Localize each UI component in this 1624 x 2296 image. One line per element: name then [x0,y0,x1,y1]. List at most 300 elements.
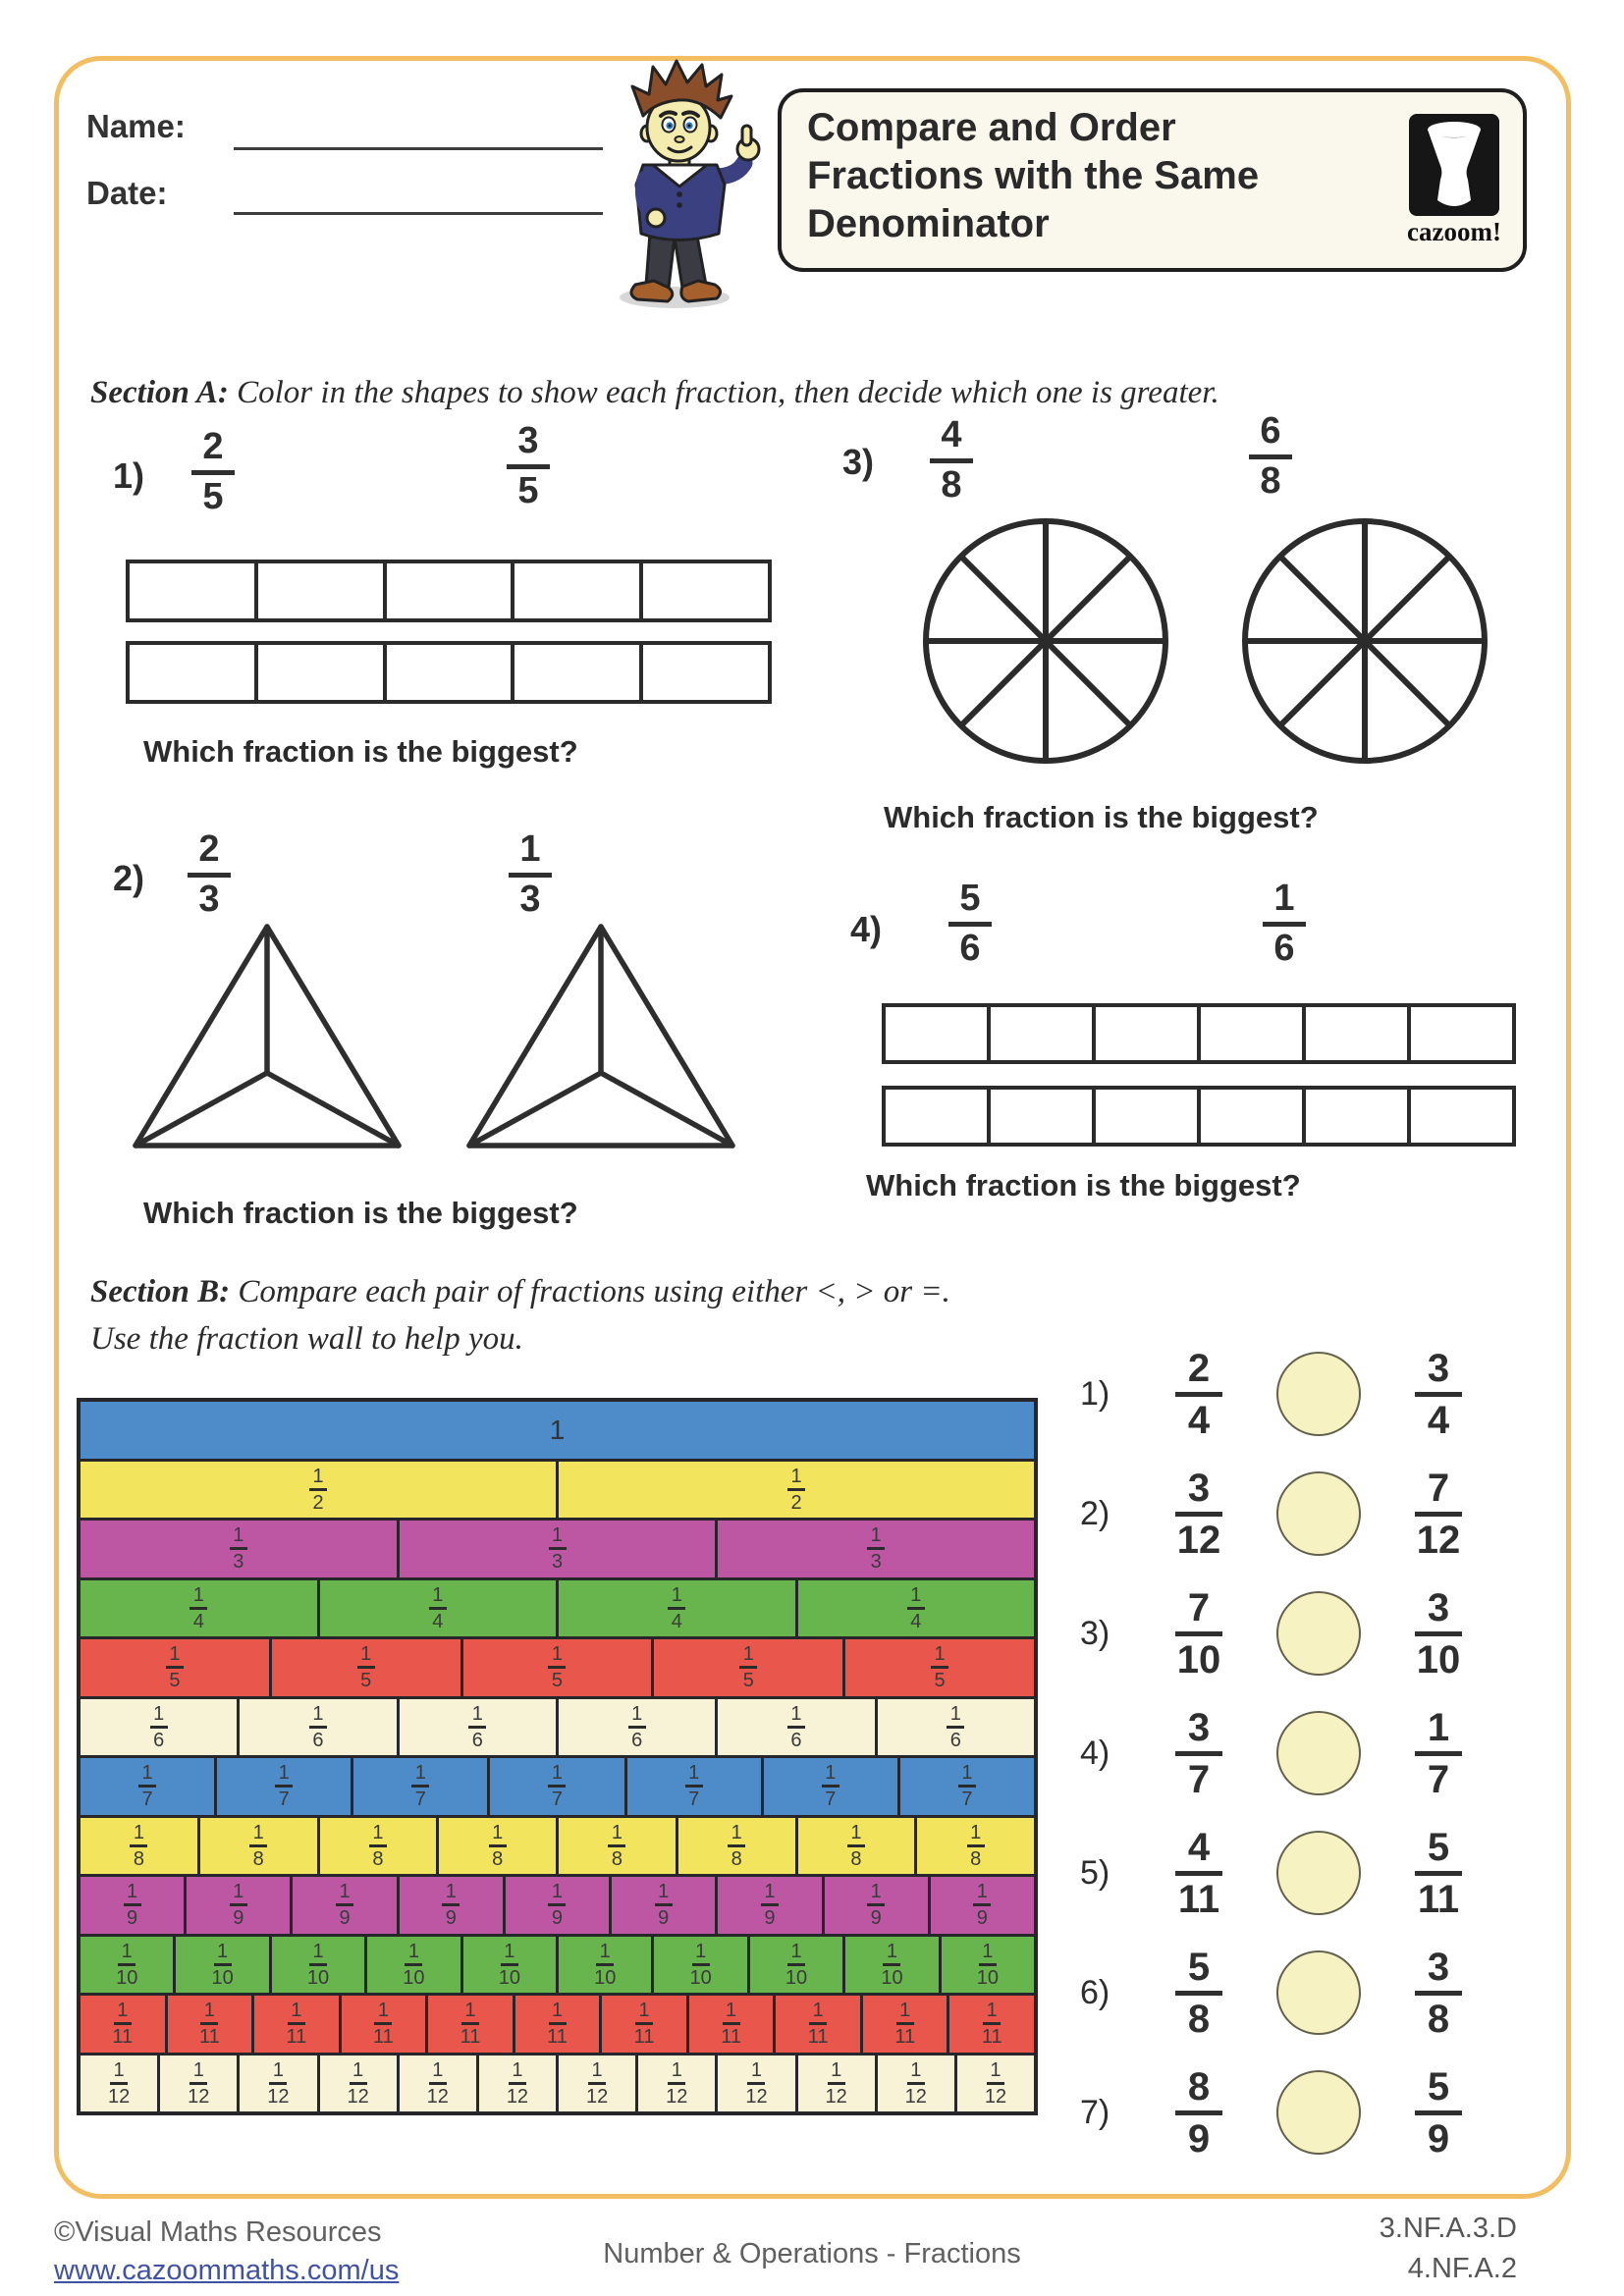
problem-label: 1) [1080,1374,1110,1413]
fraction-bar [958,1785,976,1788]
fraction [948,880,992,969]
wall-fraction [586,2060,608,2107]
wall-fraction [130,1823,147,1869]
answer-circle[interactable] [1276,1471,1361,1556]
fraction-bar [461,2022,479,2025]
wall-fraction [826,2060,847,2107]
numerator: 1 [360,1643,372,1666]
fraction-wall-cell [187,1877,293,1934]
numerator: 3 [517,420,539,461]
fraction-bar [973,1903,991,1906]
fraction-bar [1415,1512,1462,1517]
wall-fraction [787,1467,805,1513]
wall-fraction [307,1942,329,1988]
fraction-bar-cell[interactable] [1201,1007,1306,1060]
fraction-bar [987,2082,1004,2085]
numerator: 1 [812,2000,824,2022]
denominator: 9 [764,1907,776,1930]
numerator: 1 [121,1940,133,1962]
comparison-problem-row [1080,1340,1524,1448]
numerator: 1 [377,2000,389,2022]
fraction-bar-cell[interactable] [1306,1007,1411,1060]
denominator: 3 [551,1551,564,1574]
denominator: 4 [192,1610,204,1632]
wall-fraction [427,2060,449,2107]
cazoom-logo-text: cazoom! [1407,217,1501,246]
fraction-wall-cell [776,1996,863,2053]
fraction-bar [1415,1631,1462,1636]
section-a-label: Section A: [90,375,229,410]
fraction-wall-row [81,1402,1034,1459]
fraction-bar-cell[interactable] [886,1007,991,1060]
answer-circle[interactable] [1276,1831,1361,1915]
fraction [1175,1587,1222,1681]
fraction [1175,1707,1222,1800]
numerator: 1 [352,2058,364,2081]
fraction-bar [374,2022,392,2025]
denominator: 7 [414,1789,426,1811]
wall-fraction [728,1823,745,1869]
fraction-bar-cell[interactable] [991,1007,1096,1060]
denominator: 10 [306,1966,330,1989]
fraction-wall-row [81,1577,1034,1637]
fraction-bar [336,1903,353,1906]
cazoom-logo-icon [1409,114,1499,216]
problem-label: 2) [113,858,145,898]
denominator: 5 [517,469,539,511]
numerator: 1 [339,1881,351,1903]
numerator: 1 [831,2058,842,2081]
fraction-bar [429,1607,447,1610]
numerator: 1 [764,1881,776,1903]
fraction-wall-cell [559,1580,798,1637]
fraction-wall-cell [367,1937,462,1994]
fraction-wall-cell [878,1699,1034,1756]
website-link[interactable]: www.cazoommaths.com/us [54,2255,400,2287]
mascot-boy-illustration [584,55,781,312]
fraction [1415,1707,1462,1800]
numerator: 1 [519,828,541,870]
fraction [1415,1827,1462,1920]
comparison-problem-row [1080,1699,1524,1807]
fraction-bar [931,1666,948,1669]
fraction-wall-cell [342,1996,429,2053]
comparison-problem-row [1080,1460,1524,1568]
numerator: 5 [1427,1825,1450,1869]
wall-fraction [309,1704,327,1750]
denominator: 11 [721,2026,741,2049]
denominator: 6 [312,1729,324,1751]
denominator: 5 [742,1670,754,1692]
wall-fraction [958,1763,976,1809]
denominator: 5 [551,1670,564,1692]
problem-label: 1) [113,455,145,496]
wall-fraction [230,1525,247,1572]
wall-fraction [166,1644,184,1690]
wall-fraction [507,2060,528,2107]
name-line[interactable] [234,147,603,150]
fraction-bar-cell[interactable] [886,1090,991,1143]
fraction-wall-cell [320,1818,440,1875]
denominator: 11 [981,2026,1002,2049]
denominator: 5 [934,1670,946,1692]
denominator: 11 [1417,1877,1460,1921]
numerator: 1 [407,1940,419,1962]
fraction [191,428,235,517]
wall-fraction [411,1763,429,1809]
denominator: 12 [585,2085,609,2108]
fraction-wall-cell [931,1877,1034,1934]
fraction-wall-cell [917,1818,1034,1875]
fraction-bar [442,1903,460,1906]
fraction-bar [907,1607,925,1610]
standards-codes [1222,2209,1517,2288]
denominator: 12 [1176,1518,1221,1562]
fraction-wall-cell [353,1758,490,1815]
denominator: 11 [373,2026,394,2049]
denominator: 7 [551,1789,564,1811]
fraction-bar [787,1488,805,1491]
question-text: Which fraction is the biggest? [866,1168,1301,1202]
fraction-bar [1175,1392,1222,1397]
fraction-bar [1175,1751,1222,1756]
wall-fraction [785,1942,807,1988]
numerator: 8 [1187,2064,1211,2109]
fraction-wall-row [81,1993,1034,2053]
numerator: 1 [312,1702,324,1725]
fraction [188,830,231,920]
fraction-bar [867,1903,885,1906]
fraction-bar [847,1844,865,1847]
fraction-bar [1415,1751,1462,1756]
denominator: 9 [658,1907,670,1930]
numerator: 1 [1273,878,1295,919]
denominator: 3 [870,1551,882,1574]
fraction-wall-cell [949,1996,1034,2053]
fraction-wall-cell [689,1996,777,2053]
numerator: 1 [113,2058,125,2081]
denominator: 7 [141,1789,153,1811]
comparison-problem-row [1080,1579,1524,1687]
wall-fraction [655,1882,673,1928]
wall-fraction [267,2060,289,2107]
denominator: 6 [959,927,981,969]
numerator: 5 [1427,2064,1450,2109]
standard-code: 3.NF.A.3.D [1379,2213,1517,2244]
fraction-wall-cell [900,1758,1034,1815]
fraction-bar [509,873,552,878]
fraction-bar-diagram[interactable] [882,1003,1516,1064]
fraction-wall-cell [81,1521,400,1577]
numerator: 1 [372,1821,384,1843]
fraction-wall-cell [798,2056,878,2112]
fraction-bar [269,2082,287,2085]
numerator: 1 [870,1524,882,1547]
fraction-bar-cell[interactable] [258,645,387,700]
fraction-bar-cell[interactable] [643,563,768,618]
fraction-bar [189,1607,207,1610]
fraction-bar [1249,454,1292,459]
numerator: 1 [910,2058,922,2081]
wall-fraction [286,2001,306,2047]
fraction-bar [110,2082,128,2085]
fraction-bar [230,1903,247,1906]
fraction-wall-cell [798,1818,918,1875]
fraction-wall-cell [217,1758,353,1815]
numerator: 1 [886,1940,898,1962]
copyright-text: ©Visual Maths Resources [54,2216,382,2248]
fraction-bar [189,2082,207,2085]
question-text: Which fraction is the biggest? [143,1196,578,1230]
fraction [1415,1947,1462,2040]
numerator: 7 [1187,1585,1211,1629]
fraction-wall-cell [81,1937,176,1994]
comparison-problem-row [1080,2058,1524,2166]
wall-fraction [721,2001,741,2047]
fraction-bar-cell[interactable] [130,563,258,618]
fraction-bar [1263,922,1306,927]
denominator: 10 [976,1966,999,1989]
denominator: 9 [1427,2116,1450,2161]
denominator: 9 [1187,2116,1211,2161]
denominator: 8 [1260,459,1281,502]
fraction-bar-cell[interactable] [1201,1090,1306,1143]
fraction-bar [489,1844,507,1847]
fraction-wall-cell [463,1639,655,1696]
denominator: 10 [498,1966,520,1989]
fraction-bar [930,458,973,463]
fraction-bar [548,1666,566,1669]
fraction-bar-diagram[interactable] [126,560,772,622]
denominator: 10 [1416,1637,1461,1682]
fraction-bar [655,1903,673,1906]
answer-circle[interactable] [1276,2070,1361,2155]
fraction-bar [411,1785,429,1788]
fraction-wall-cell [400,1877,506,1934]
fraction-bar [723,2022,740,2025]
fraction-wall-cell [798,1580,1035,1637]
fraction-bar [275,1785,293,1788]
numerator: 1 [910,1583,922,1606]
fraction-bar [728,1844,745,1847]
numerator: 1 [742,1643,754,1666]
denominator: 12 [347,2085,369,2108]
comparison-problem-row [1080,1939,1524,2047]
problem-label: 5) [1080,1853,1110,1892]
numerator: 1 [169,1643,181,1666]
numerator: 4 [941,414,962,455]
fraction-wall-cell [479,2056,559,2112]
wall-fraction [668,1585,685,1631]
fraction-bar [668,1607,685,1610]
answer-circle[interactable] [1276,1591,1361,1676]
fraction-wall-cell [272,1639,463,1696]
fraction-bar-cell[interactable] [258,563,387,618]
denominator: 11 [112,2026,134,2049]
section-a-heading [90,375,1219,411]
wall-fraction [547,2001,568,2047]
numerator: 3 [1427,1346,1450,1390]
wall-fraction [429,1585,447,1631]
fraction-bar-cell[interactable] [643,645,768,700]
numerator: 1 [551,2000,564,2022]
numerator: 1 [192,2058,204,2081]
fraction-bar [596,1963,614,1966]
fraction-wall-cell [490,1758,626,1815]
answer-circle[interactable] [1276,1950,1361,2035]
problem-label: 6) [1080,1973,1110,2011]
fraction [1415,2066,1462,2160]
fraction-bar-diagram[interactable] [126,641,772,704]
wall-fraction [594,1942,616,1988]
numerator: 1 [233,1881,244,1903]
wall-fraction [442,1882,460,1928]
wall-fraction [230,1882,247,1928]
fraction-bar [188,873,231,878]
fraction-wall-cell [718,1877,824,1934]
fraction-bar [309,1726,327,1729]
numerator: 1 [432,2058,444,2081]
numerator: 1 [551,1524,564,1547]
wall-fraction [403,1942,424,1988]
fraction-wall-cell [957,2056,1034,2112]
date-line[interactable] [234,212,603,215]
fraction-wall-cell [825,1877,931,1934]
denominator: 8 [492,1847,504,1870]
denominator: 4 [910,1610,922,1632]
denominator: 11 [460,2026,481,2049]
fraction-wall-cell [81,1402,1034,1459]
numerator: 1 [133,1821,144,1843]
problem-label: 4) [1080,1734,1110,1772]
problem-label: 4) [850,909,883,949]
numerator: 1 [233,1524,244,1547]
section-b-instruction-line1: Compare each pair of fractions using either <, > or =. [238,1274,950,1309]
numerator: 1 [726,2000,737,2022]
fraction-bar-cell[interactable] [387,563,515,618]
problem-label: 7) [1080,2093,1110,2131]
wall-fraction [739,1644,757,1690]
fraction-wall-cell [863,1996,950,2053]
fraction-bar [1415,1871,1462,1876]
numerator: 3 [1427,1585,1450,1629]
denominator: 4 [671,1610,682,1632]
answer-circle[interactable] [1276,1711,1361,1795]
fraction-wall-cell [81,1462,559,1519]
numerator: 1 [970,1821,982,1843]
fraction-bar [230,1547,247,1550]
fraction [1263,880,1306,969]
numerator: 1 [671,2058,682,2081]
fraction-wall-cell [168,1996,255,2053]
fraction-bar-cell[interactable] [1096,1090,1201,1143]
fraction-wall-cell [81,1580,320,1637]
denominator: 8 [133,1847,144,1870]
denominator: 11 [286,2026,307,2049]
numerator: 1 [750,2058,763,2081]
denominator: 9 [233,1907,244,1930]
denominator: 9 [339,1907,351,1930]
fraction-bar-diagram[interactable] [882,1086,1516,1147]
numerator: 1 [599,1940,611,1962]
wall-fraction [116,1942,137,1988]
triangle-thirds-diagram[interactable] [128,921,746,1156]
wall-fraction [347,2060,368,2107]
name-label: Name: [86,108,186,144]
wall-fraction [309,1467,327,1513]
fraction [930,416,973,506]
denominator: 12 [188,2085,210,2108]
denominator: 10 [211,1966,234,1989]
fraction-bar [739,1666,757,1669]
numerator: 1 [982,1940,994,1962]
fraction-bar [138,1785,156,1788]
wall-fraction [548,1882,566,1928]
fraction-bar [668,2082,685,2085]
fraction-bar [166,1666,184,1669]
fraction-bar [1415,1991,1462,1996]
fraction-wall-row [81,1815,1034,1875]
wall-fraction [931,1644,948,1690]
problem-label: 3) [842,442,875,482]
numerator: 1 [631,1702,643,1725]
wall-fraction [499,1942,520,1988]
section-b-instruction-line2: Use the fraction wall to help you. [90,1321,523,1357]
wall-whole-label: 1 [549,1414,566,1445]
fraction-bar-cell[interactable] [1411,1090,1512,1143]
denominator: 10 [594,1966,617,1989]
fraction-wall-cell [272,1937,367,1994]
fraction-wall-cell [463,1937,559,1994]
numerator: 1 [492,1821,504,1843]
fraction-wall-cell [627,1758,764,1815]
fraction-wall-cell [81,1699,240,1756]
fraction-bar [1415,2110,1462,2115]
fraction-bar [1175,1871,1222,1876]
fraction-bar-cell[interactable] [514,645,643,700]
fraction [1249,412,1292,502]
denominator: 12 [506,2085,529,2108]
wall-fraction [548,1763,566,1809]
fraction-bar [685,1785,703,1788]
denominator: 8 [372,1847,384,1870]
fraction-bar-cell[interactable] [1306,1090,1411,1143]
wall-fraction [189,1585,207,1631]
fraction-bar [1175,1631,1222,1636]
footer-left [54,2214,399,2290]
numerator: 1 [671,1583,682,1606]
fraction-bar-cell[interactable] [1096,1007,1201,1060]
denominator: 5 [202,475,224,517]
fraction-bar [501,1963,518,1966]
fraction-wall-row [81,1934,1034,1994]
wall-fraction [150,1704,168,1750]
page-title: Compare and Order Fractions with the Same Denominator [807,106,1260,245]
numerator: 1 [432,1583,444,1606]
answer-circle[interactable] [1276,1352,1361,1436]
denominator: 12 [904,2085,927,2108]
fraction-bar-cell[interactable] [130,645,258,700]
fraction-bar [114,2022,132,2025]
fraction-bar [405,1963,422,1966]
fraction-wall-cell [200,1818,320,1875]
fraction-bar-cell[interactable] [991,1090,1096,1143]
fraction-bar-cell[interactable] [514,563,643,618]
fraction-bar [1415,1392,1462,1397]
fraction-bar-cell[interactable] [387,645,515,700]
fraction-bar-cell[interactable] [1411,1007,1512,1060]
circle-eighths-diagram[interactable] [918,513,1492,769]
